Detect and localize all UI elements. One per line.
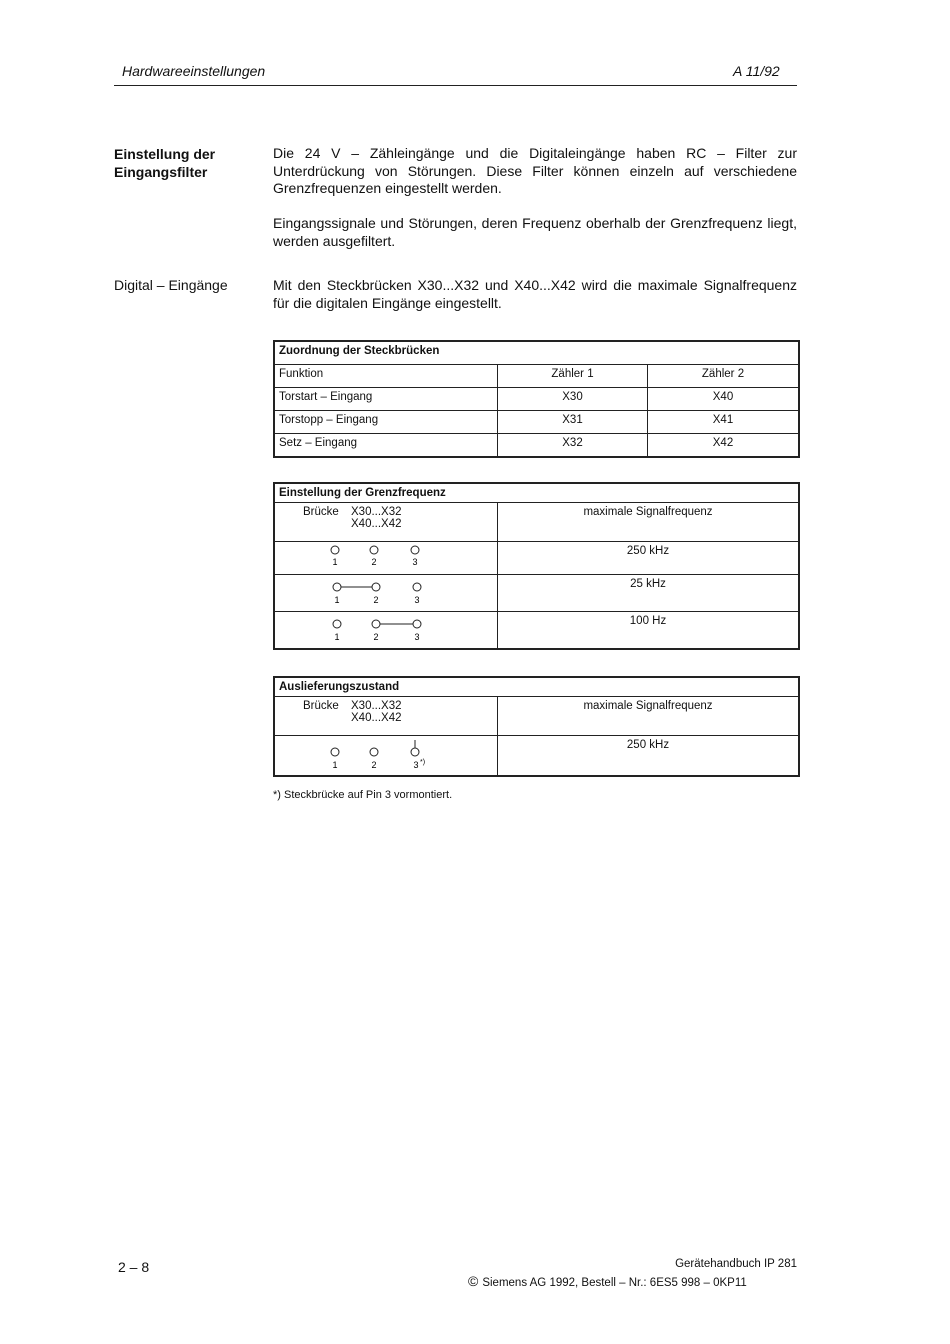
table-row: [274, 411, 799, 434]
table-row: [274, 575, 799, 612]
running-header-title: Hardwareeinstellungen: [122, 63, 266, 79]
bridge-codes: [351, 700, 402, 724]
table-row: [274, 434, 799, 458]
column-header: Zähler 1: [498, 365, 648, 388]
bridge-codes: [351, 506, 402, 530]
bridge-header-cell: [274, 503, 498, 542]
table-cell: X32: [498, 434, 648, 458]
frequency-value: 100 Hz: [498, 612, 800, 650]
pin-number: 2: [373, 632, 379, 642]
jumper-assignment-table: [273, 340, 800, 458]
cutoff-frequency-table: [273, 482, 800, 650]
copyright-line: [468, 1273, 747, 1289]
table-title: Auslieferungszustand: [274, 677, 799, 697]
frequency-value: 250 kHz: [498, 542, 800, 575]
section-heading-line1: Einstellung der: [114, 146, 216, 162]
pin-number: 2: [371, 557, 377, 567]
filter-paragraph: Eingangssignale und Störungen, deren Frequenz oberhalb der Grenzfrequenz liegt, werden ausgefiltert.: [273, 215, 797, 249]
pin-number: 2: [371, 760, 377, 770]
delivery-state-table: [273, 676, 800, 777]
pin-icon: [370, 748, 378, 756]
bridge-codes-line1: X30...X32: [351, 506, 402, 518]
pin-icon: [331, 748, 339, 756]
pin-icon: [370, 546, 378, 554]
table-cell: X42: [648, 434, 799, 458]
table-row: [274, 736, 799, 777]
frequency-header: maximale Signalfrequenz: [498, 503, 800, 542]
bridge-codes-line2: X40...X42: [351, 712, 402, 724]
pin-icon: [333, 583, 341, 591]
jumper-2-3-diagram: [279, 615, 479, 645]
table-cell: Setz – Eingang: [274, 434, 498, 458]
revision-label: A 11/92: [733, 63, 780, 79]
digital-inputs-paragraph: Mit den Steckbrücken X30...X32 und X40...X42 wird die maximale Signalfrequenz für die digitalen Eingänge eingestellt.: [273, 277, 797, 311]
pin-number: 2: [373, 595, 379, 605]
bridge-codes-line1: X30...X32: [351, 700, 402, 712]
table-row: [274, 612, 799, 650]
page-number: 2 – 8: [118, 1259, 150, 1275]
table-row: [274, 388, 799, 411]
jumper-premounted-diagram: [279, 739, 479, 772]
table-header-row: [274, 365, 799, 388]
column-header: Zähler 2: [648, 365, 799, 388]
frequency-header: maximale Signalfrequenz: [498, 697, 800, 736]
pin-icon: [372, 620, 380, 628]
pin-icon: [413, 620, 421, 628]
footnote-marker: *): [420, 759, 426, 766]
jumper-diagram-cell: [274, 542, 498, 575]
jumper-open-diagram: [279, 545, 479, 571]
pin-number: 3: [414, 632, 420, 642]
header-divider: [114, 85, 797, 86]
bridge-header-cell: [274, 697, 498, 736]
footnote: *) Steckbrücke auf Pin 3 vormontiert.: [273, 789, 453, 801]
table-header-row: [274, 697, 799, 736]
section-heading: [114, 145, 215, 181]
table-cell: Torstopp – Eingang: [274, 411, 498, 434]
column-header: Funktion: [274, 365, 498, 388]
frequency-value: 25 kHz: [498, 575, 800, 612]
frequency-value: 250 kHz: [498, 736, 800, 777]
table-cell: Torstart – Eingang: [274, 388, 498, 411]
pin-icon: [372, 583, 380, 591]
pin-number: 1: [334, 632, 340, 642]
pin-number: 3: [413, 760, 419, 770]
bridge-codes-line2: X40...X42: [351, 518, 402, 530]
pin-number: 1: [332, 557, 338, 567]
pin-icon: [331, 546, 339, 554]
copyright-text: Siemens AG 1992, Bestell – Nr.: 6ES5 998 – 0KP11: [482, 1277, 747, 1289]
table-header-row: [274, 503, 799, 542]
intro-paragraph: Die 24 V – Zähleingänge und die Digitaleingänge haben RC – Filter zur Unterdrückung von Störungen. Diese Filter können einzeln auf verschiedene Grenzfrequenzen eingestellt werden.: [273, 145, 797, 196]
jumper-diagram-cell: [274, 736, 498, 777]
table-cell: X41: [648, 411, 799, 434]
pin-icon: [413, 583, 421, 591]
pin-number: 3: [414, 595, 420, 605]
jumper-diagram-cell: [274, 575, 498, 612]
table-row: [274, 542, 799, 575]
section-heading-line2: Eingangsfilter: [114, 164, 208, 180]
pin-number: 3: [412, 557, 418, 567]
digital-inputs-label: Digital – Eingänge: [114, 277, 228, 293]
pin-icon: [333, 620, 341, 628]
pin-number: 1: [332, 760, 338, 770]
table-cell: X40: [648, 388, 799, 411]
jumper-1-2-diagram: [279, 578, 479, 608]
jumper-diagram-cell: [274, 612, 498, 650]
table-title: Einstellung der Grenzfrequenz: [274, 483, 799, 503]
pin-icon: [411, 748, 419, 756]
table-title: Zuordnung der Steckbrücken: [274, 341, 799, 365]
copyright-icon: ©: [468, 1273, 479, 1289]
table-cell: X31: [498, 411, 648, 434]
table-cell: X30: [498, 388, 648, 411]
bridge-label: Brücke: [303, 700, 339, 712]
bridge-label: Brücke: [303, 506, 339, 518]
pin-icon: [411, 546, 419, 554]
pin-number: 1: [334, 595, 340, 605]
manual-title: Gerätehandbuch IP 281: [675, 1258, 797, 1270]
